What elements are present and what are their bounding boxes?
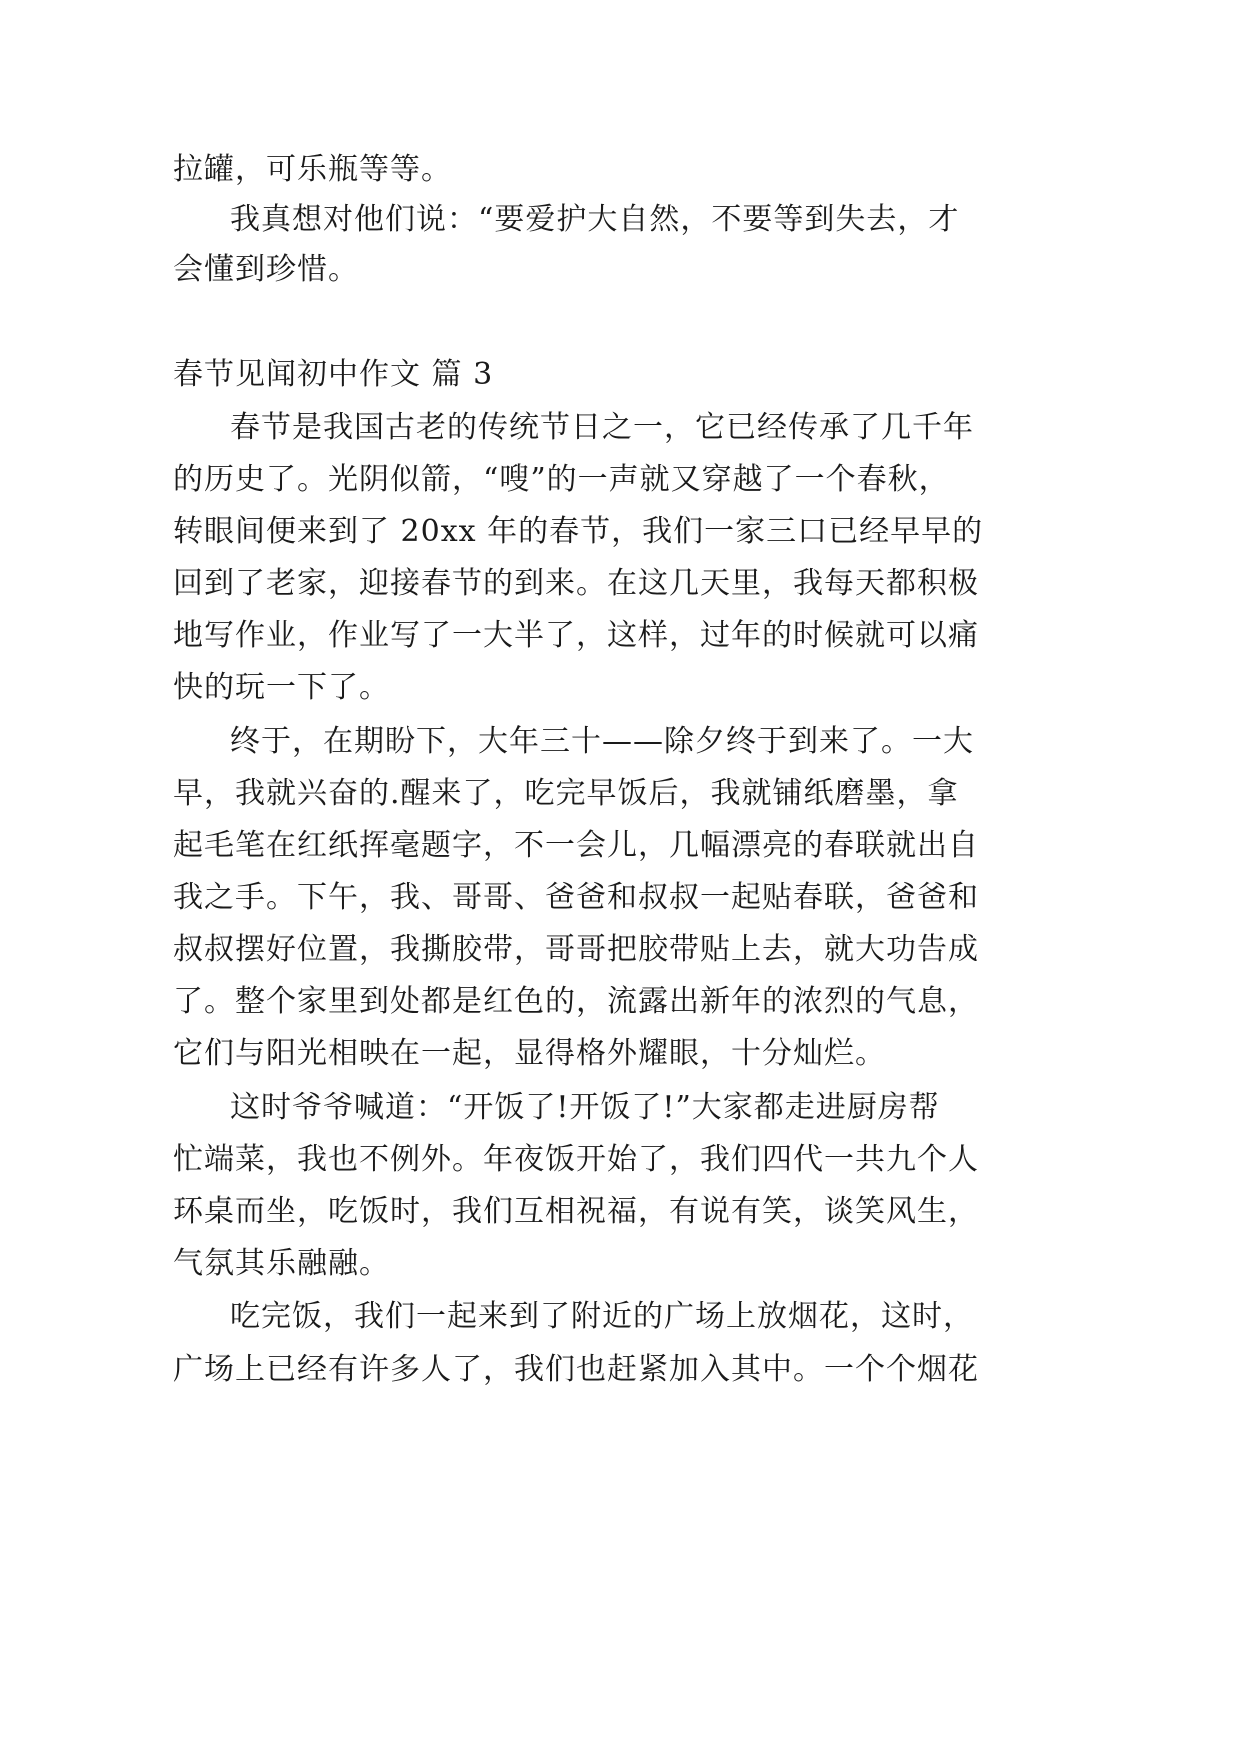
text-line: 拉罐，可乐瓶等等。 xyxy=(173,152,452,187)
section-heading: 春节见闻初中作文 篇 3 xyxy=(173,357,494,392)
text-line: 吃完饭，我们一起来到了附近的广场上放烟花，这时， xyxy=(230,1299,974,1334)
text-line: 地写作业，作业写了一大半了，这样，过年的时候就可以痛 xyxy=(173,618,979,653)
text-line: 它们与阳光相映在一起，显得格外耀眼，十分灿烂。 xyxy=(173,1036,886,1071)
text-line: 我之手。下午，我、哥哥、爸爸和叔叔一起贴春联，爸爸和 xyxy=(173,880,979,915)
text-line: 了。整个家里到处都是红色的，流露出新年的浓烈的气息， xyxy=(173,984,979,1019)
text-line: 回到了老家，迎接春节的到来。在这几天里，我每天都积极 xyxy=(173,566,979,601)
text-line: 环桌而坐，吃饭时，我们互相祝福，有说有笑，谈笑风生， xyxy=(173,1194,979,1229)
text-line: 早，我就兴奋的.醒来了，吃完早饭后，我就铺纸磨墨，拿 xyxy=(173,776,959,811)
text-line: 春节是我国古老的传统节日之一，它已经传承了几千年 xyxy=(230,410,974,445)
text-line: 起毛笔在红纸挥毫题字，不一会儿，几幅漂亮的春联就出自 xyxy=(173,828,979,863)
text-line: 忙端菜，我也不例外。年夜饭开始了，我们四代一共九个人 xyxy=(173,1142,979,1177)
text-line: 的历史了。光阴似箭，“嗖”的一声就又穿越了一个春秋， xyxy=(173,462,950,497)
text-line: 叔叔摆好位置，我撕胶带，哥哥把胶带贴上去，就大功告成 xyxy=(173,932,979,967)
text-line: 终于，在期盼下，大年三十——除夕终于到来了。一大 xyxy=(230,724,974,759)
text-line: 气氛其乐融融。 xyxy=(173,1246,390,1281)
text-line: 广场上已经有许多人了，我们也赶紧加入其中。一个个烟花 xyxy=(173,1352,979,1387)
text-line: 快的玩一下了。 xyxy=(173,670,390,705)
text-line: 我真想对他们说：“要爱护大自然，不要等到失去，才 xyxy=(230,202,960,237)
text-line: 转眼间便来到了 20xx 年的春节，我们一家三口已经早早的 xyxy=(173,514,984,549)
text-line: 会懂到珍惜。 xyxy=(173,252,359,287)
text-line: 这时爷爷喊道：“开饭了!开饭了!”大家都走进厨房帮 xyxy=(230,1090,940,1125)
